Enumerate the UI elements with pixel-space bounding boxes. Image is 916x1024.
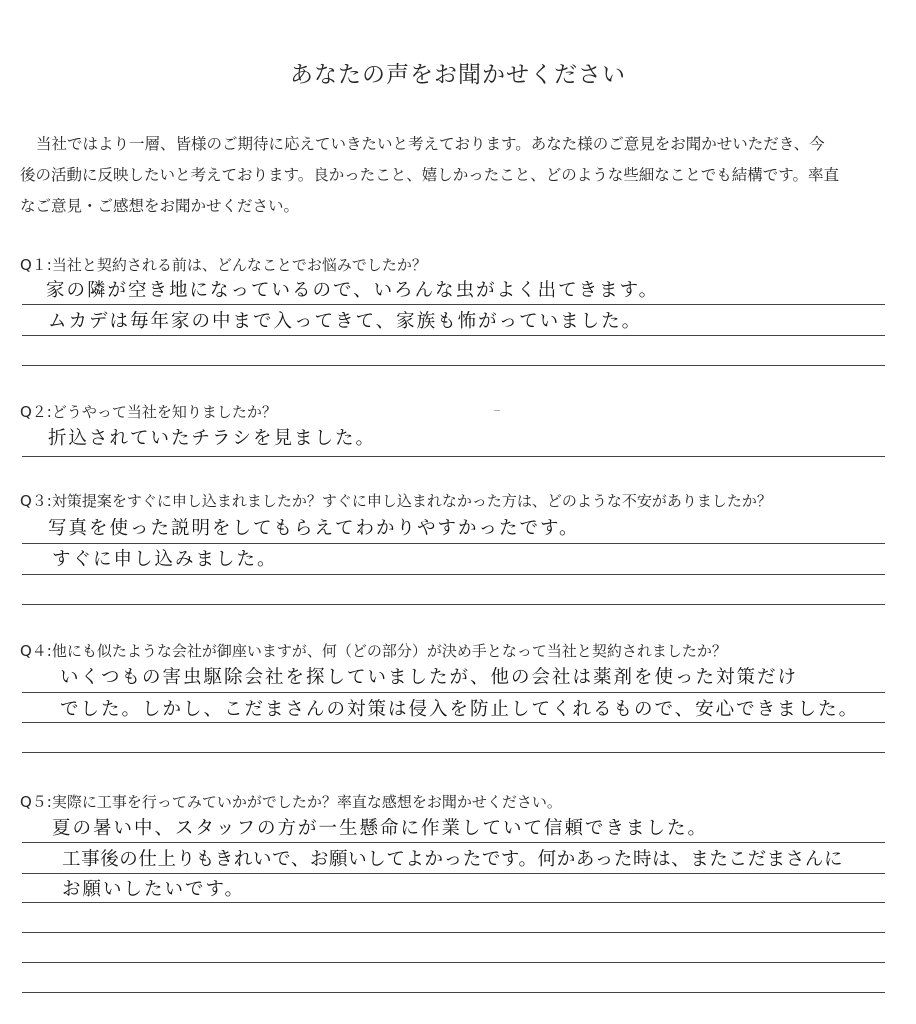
answer-rule [22, 873, 885, 874]
answer-rule [22, 932, 885, 933]
answer-rule [22, 604, 885, 605]
answer-rule [22, 902, 885, 903]
answer-rule [22, 752, 885, 753]
answer-rule [22, 365, 885, 366]
answer-rule [22, 992, 885, 993]
q4-answer-line-1: いくつもの害虫駆除会社を探していましたが、他の会社は薬剤を使った対策だけ [60, 667, 799, 688]
q5-answer-line-2: 工事後の仕上りもきれいで、お願いしてよかったです。何かあった時は、またこだまさんに [62, 849, 844, 870]
answer-rule [22, 962, 885, 963]
question-2-label: Q２:どうやって当社を知りましたか？ [20, 403, 277, 421]
page-title: あなたの声をお聞かせください [290, 62, 626, 88]
answer-rule [22, 722, 885, 723]
q5-answer-line-3: お願いしたいです。 [62, 879, 246, 900]
answer-rule [22, 574, 885, 575]
scan-speck [494, 410, 500, 411]
answer-rule [22, 456, 885, 457]
intro-line: 当社ではより一層、皆様のご期待に応えていきたいと考えております。あなた様のご意見をお聞かせいただき、今 [36, 135, 825, 153]
answer-rule [22, 842, 885, 843]
intro-line: なご意見・ご感想をお聞かせください。 [20, 197, 300, 215]
answer-rule [22, 543, 885, 544]
q1-answer-line-2: ムカデは毎年家の中まで入ってきて、家族も怖がっていました。 [48, 311, 643, 332]
question-5-label: Q５:実際に工事を行ってみていかがでしたか？率直な感想をお聞かせください。 [20, 793, 562, 811]
q2-answer-line-1: 折込されていたチラシを見ました。 [48, 428, 377, 449]
intro-line: 後の活動に反映したいと考えております。良かったこと、嬉しかったこと、どのような些細なことでも結構です。率直 [20, 166, 840, 184]
q3-answer-line-1: 写真を使った説明をしてもらえてわかりやすかったです。 [48, 518, 580, 539]
answer-rule [22, 304, 885, 305]
q1-answer-line-1: 家の隣が空き地になっているので、いろんな虫がよく出てきます。 [46, 280, 660, 301]
q5-answer-line-1: 夏の暑い中、スタッフの方が一生懸命に作業していて信頼できました。 [52, 818, 709, 839]
question-1-label: Q１:当社と契約される前は、どんなことでお悩みでしたか？ [20, 256, 427, 274]
answer-rule [22, 692, 885, 693]
question-4-label: Q４:他にも似たような会社が御座いますが、何（どの部分）が決め手となって当社と契約されましたか？ [20, 642, 727, 660]
q3-answer-line-2: すぐに申し込みました。 [52, 549, 278, 570]
q4-answer-line-2: でした。しかし、こだまさんの対策は侵入を防止してくれるもので、安心できました。 [60, 699, 860, 720]
answer-rule [22, 335, 885, 336]
question-3-label: Q３:対策提案をすぐに申し込まれましたか？すぐに申し込まれなかった方は、どのような不安がありましたか？ [20, 492, 772, 510]
intro-text [20, 129, 900, 222]
